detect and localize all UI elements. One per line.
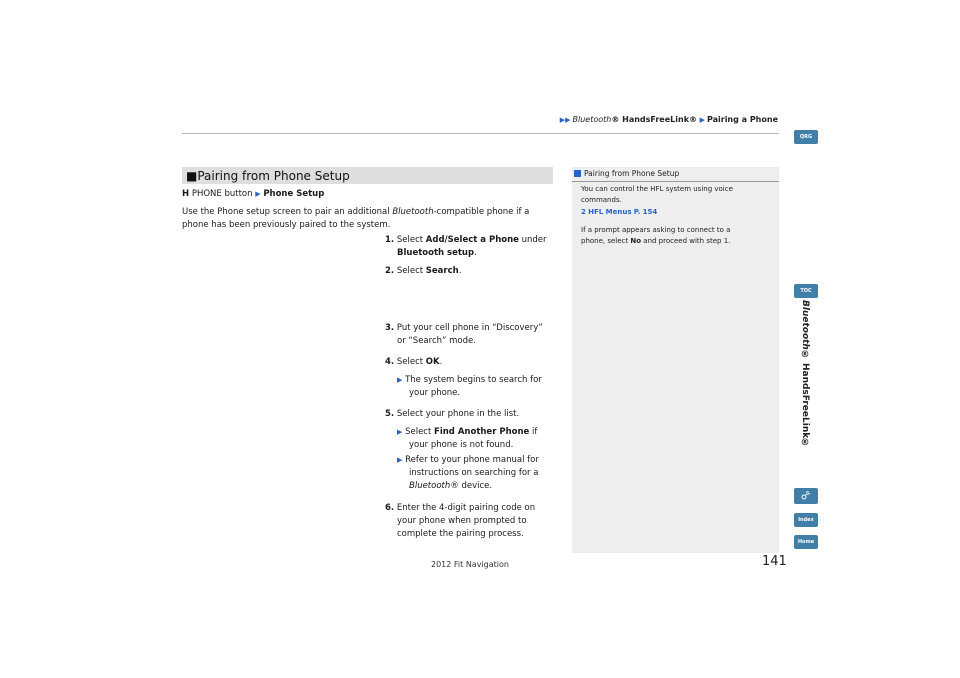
step-number: 5. xyxy=(385,409,395,419)
intro-a: Use the Phone setup screen to pair an additional xyxy=(182,207,393,217)
step-text: Select xyxy=(396,235,426,245)
sub-text: The system begins to search for xyxy=(405,375,542,385)
sub-text: ® device. xyxy=(450,481,493,491)
step-bold: Add/Select a Phone xyxy=(425,235,519,245)
note-paragraph-1 xyxy=(581,184,776,206)
phone-button-icon: H xyxy=(182,189,190,199)
breadcrumb-arrow-icon: ▶▶ xyxy=(559,116,571,124)
breadcrumb-arrow-icon: ▶ xyxy=(699,116,705,124)
breadcrumb xyxy=(560,115,778,124)
note-icon xyxy=(574,170,581,177)
home-tab[interactable]: Home xyxy=(794,535,818,549)
step-1 xyxy=(385,234,555,260)
header-rule xyxy=(182,133,779,134)
sub-text: instructions on searching for a xyxy=(409,468,539,478)
step-text: your phone when prompted to xyxy=(397,516,527,526)
sub-italic: Bluetooth xyxy=(409,481,451,491)
step-text: Select xyxy=(396,266,426,276)
sub-text: Select xyxy=(405,427,435,437)
path-arrow-icon: ▶ xyxy=(255,190,261,198)
note-text: and proceed with step 1. xyxy=(641,237,731,245)
path-start: PHONE button xyxy=(191,189,253,199)
sub-bold: Find Another Phone xyxy=(434,427,530,437)
step-text: Enter the 4-digit pairing code on xyxy=(396,503,536,513)
step-text: complete the pairing process. xyxy=(397,529,524,539)
step-number: 3. xyxy=(385,323,395,333)
menu-path xyxy=(182,188,324,201)
sub-text: if xyxy=(529,427,538,437)
sub-arrow-icon: ▶ xyxy=(397,376,403,384)
note-heading-text: Pairing from Phone Setup xyxy=(584,169,680,178)
path-end: Phone Setup xyxy=(263,189,325,199)
note-text: commands. xyxy=(581,196,622,204)
step-number: 1. xyxy=(385,235,395,245)
step-6 xyxy=(385,502,555,541)
intro-text xyxy=(182,206,552,232)
step-text: Put your cell phone in “Discovery” xyxy=(396,323,543,333)
step-bold: Search xyxy=(425,266,459,276)
step-text: . xyxy=(439,357,443,367)
note-paragraph-2 xyxy=(581,225,776,247)
note-link[interactable] xyxy=(581,207,657,218)
step-bold: OK xyxy=(425,357,440,367)
footer-text: 2012 Fit Navigation xyxy=(431,560,509,569)
step-text: Select xyxy=(396,357,426,367)
step-5-sub-2 xyxy=(397,454,555,493)
step-number: 2. xyxy=(385,266,395,276)
step-text: or “Search” mode. xyxy=(397,336,476,346)
voice-command-tab[interactable] xyxy=(794,488,818,504)
note-text: If a prompt appears asking to connect to a xyxy=(581,226,731,234)
toc-tab[interactable]: TOC xyxy=(794,284,818,298)
note-bold: No xyxy=(630,237,642,245)
side-title-italic: Bluetooth xyxy=(800,300,810,350)
sub-text: your phone. xyxy=(409,388,461,398)
voice-icon xyxy=(801,491,811,501)
link-arrow-icon: 2 xyxy=(581,208,586,216)
step-bold: Bluetooth setup xyxy=(397,248,475,258)
intro-line2: phone has been previously paired to the system. xyxy=(182,220,391,230)
step-number: 4. xyxy=(385,357,395,367)
link-page[interactable]: P. 154 xyxy=(633,208,658,216)
section-heading: ■Pairing from Phone Setup xyxy=(182,167,553,184)
step-text: Select your phone in the list. xyxy=(396,409,520,419)
breadcrumb-part2[interactable]: Pairing a Phone xyxy=(706,115,778,124)
step-4-sub xyxy=(397,374,555,400)
sub-text: Refer to your phone manual for xyxy=(405,455,539,465)
step-2 xyxy=(385,265,555,278)
note-heading xyxy=(572,167,779,182)
step-text: under xyxy=(518,235,547,245)
intro-b: -compatible phone if a xyxy=(433,207,530,217)
sub-text: your phone is not found. xyxy=(409,440,514,450)
note-text: You can control the HFL system using voice xyxy=(581,185,733,193)
breadcrumb-part1: Bluetooth xyxy=(572,115,612,124)
step-3 xyxy=(385,322,555,348)
step-number: 6. xyxy=(385,503,395,513)
link-text[interactable]: HFL Menus xyxy=(588,208,632,216)
breadcrumb-part1-suffix: ® HandsFreeLink® xyxy=(611,115,698,124)
intro-italic: Bluetooth xyxy=(392,207,434,217)
step-text: . xyxy=(474,248,477,258)
qrg-tab[interactable]: QRG xyxy=(794,130,818,144)
step-5 xyxy=(385,408,555,421)
side-title-rest: ® HandsFreeLink® xyxy=(800,349,810,449)
side-section-title xyxy=(793,300,817,449)
sub-arrow-icon: ▶ xyxy=(397,456,403,464)
step-4 xyxy=(385,356,555,369)
sub-arrow-icon: ▶ xyxy=(397,428,403,436)
note-text: phone, select xyxy=(581,237,631,245)
page-number: 141 xyxy=(762,554,787,569)
index-tab[interactable]: Index xyxy=(794,513,818,527)
step-5-sub-1 xyxy=(397,426,555,452)
step-text: . xyxy=(458,266,462,276)
